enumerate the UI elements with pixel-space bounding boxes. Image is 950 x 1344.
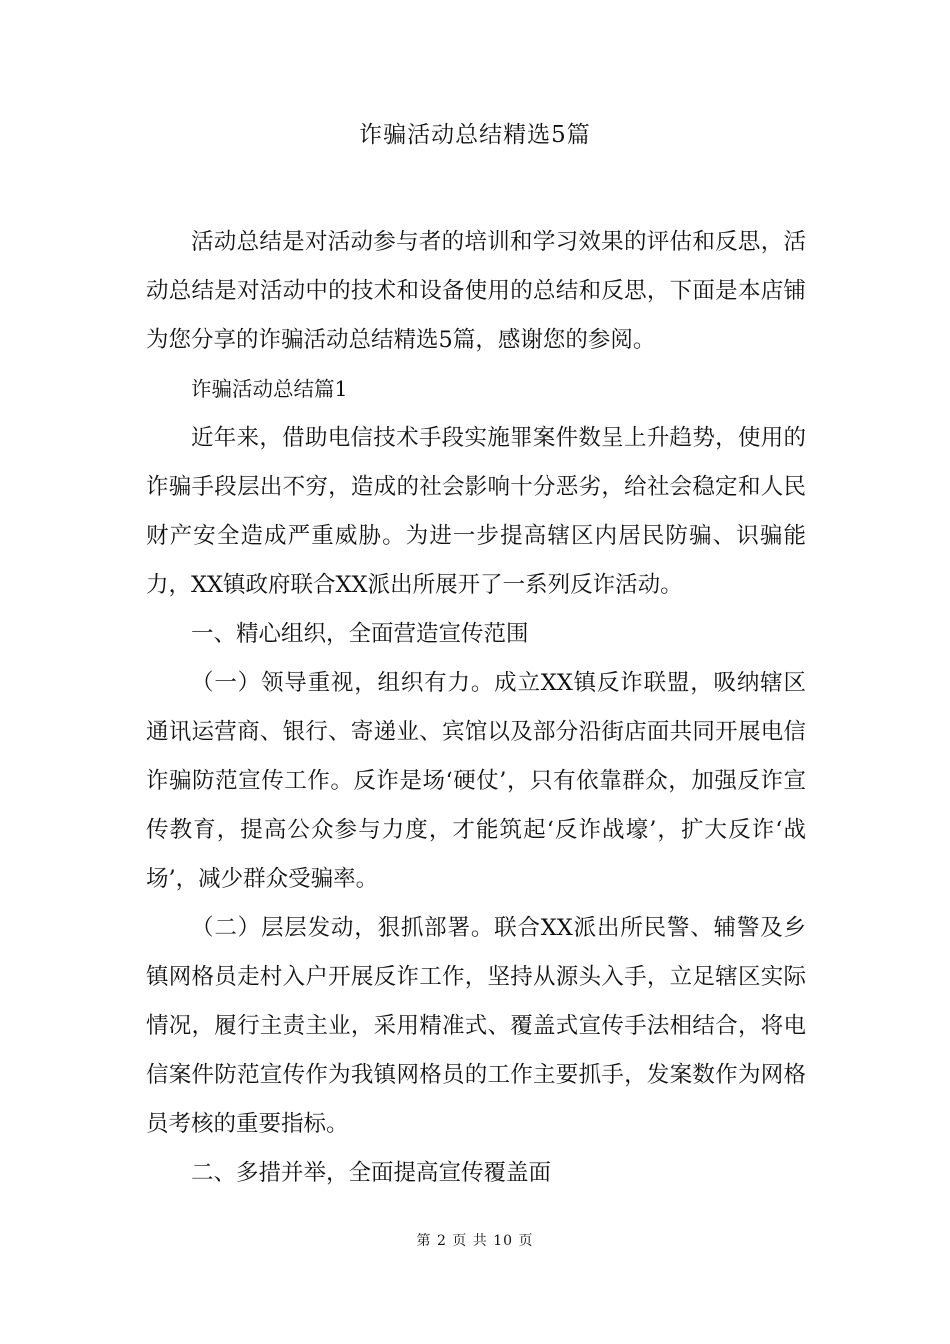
body-paragraph: （二）层层发动，狠抓部署。联合XX派出所民警、辅警及乡镇网格员走村入户开展反诈工作，坚持从源头入手，立足辖区实际情况，履行主责主业，采用精准式、覆盖式宣传手法相结合，将电信案件防范宣传作为我镇网格员的工作主要抓手，发案数作为网格员考核的重要指标。 [146,915,806,1137]
document-body [146,218,806,1198]
section-heading: 二、多措并举，全面提高宣传覆盖面 [191,1160,552,1186]
intro-paragraph: 活动总结是对活动参与者的培训和学习效果的评估和反思，活动总结是对活动中的技术和设备使用的总结和反思，下面是本店铺为您分享的诈骗活动总结精选5篇，感谢您的参阅。 [146,229,806,353]
section-heading: 一、精心组织，全面营造宣传范围 [191,621,529,647]
page-footer: 第 2 页 共 10 页 [416,1233,534,1249]
body-paragraph: （一）领导重视，组织有力。成立XX镇反诈联盟，吸纳辖区通讯运营商、银行、寄递业、宾馆以及部分沿街店面共同开展电信诈骗防范宣传工作。反诈是场‘硬仗’，只有依靠群众，加强反诈宣传教育，提高公众参与力度，才能筑起‘反诈战壕’，扩大反诈‘战场’，减少群众受骗率。 [146,670,806,892]
section-heading-part-1: 诈骗活动总结篇1 [191,377,348,401]
body-paragraph: 近年来，借助电信技术手段实施罪案件数呈上升趋势，使用的诈骗手段层出不穷，造成的社会影响十分恶劣，给社会稳定和人民财产安全造成严重威胁。为进一步提高辖区内居民防骗、识骗能力，XX镇政府联合XX派出所展开了一系列反诈活动。 [146,425,806,598]
document-title: 诈骗活动总结精选5篇 [359,122,591,148]
